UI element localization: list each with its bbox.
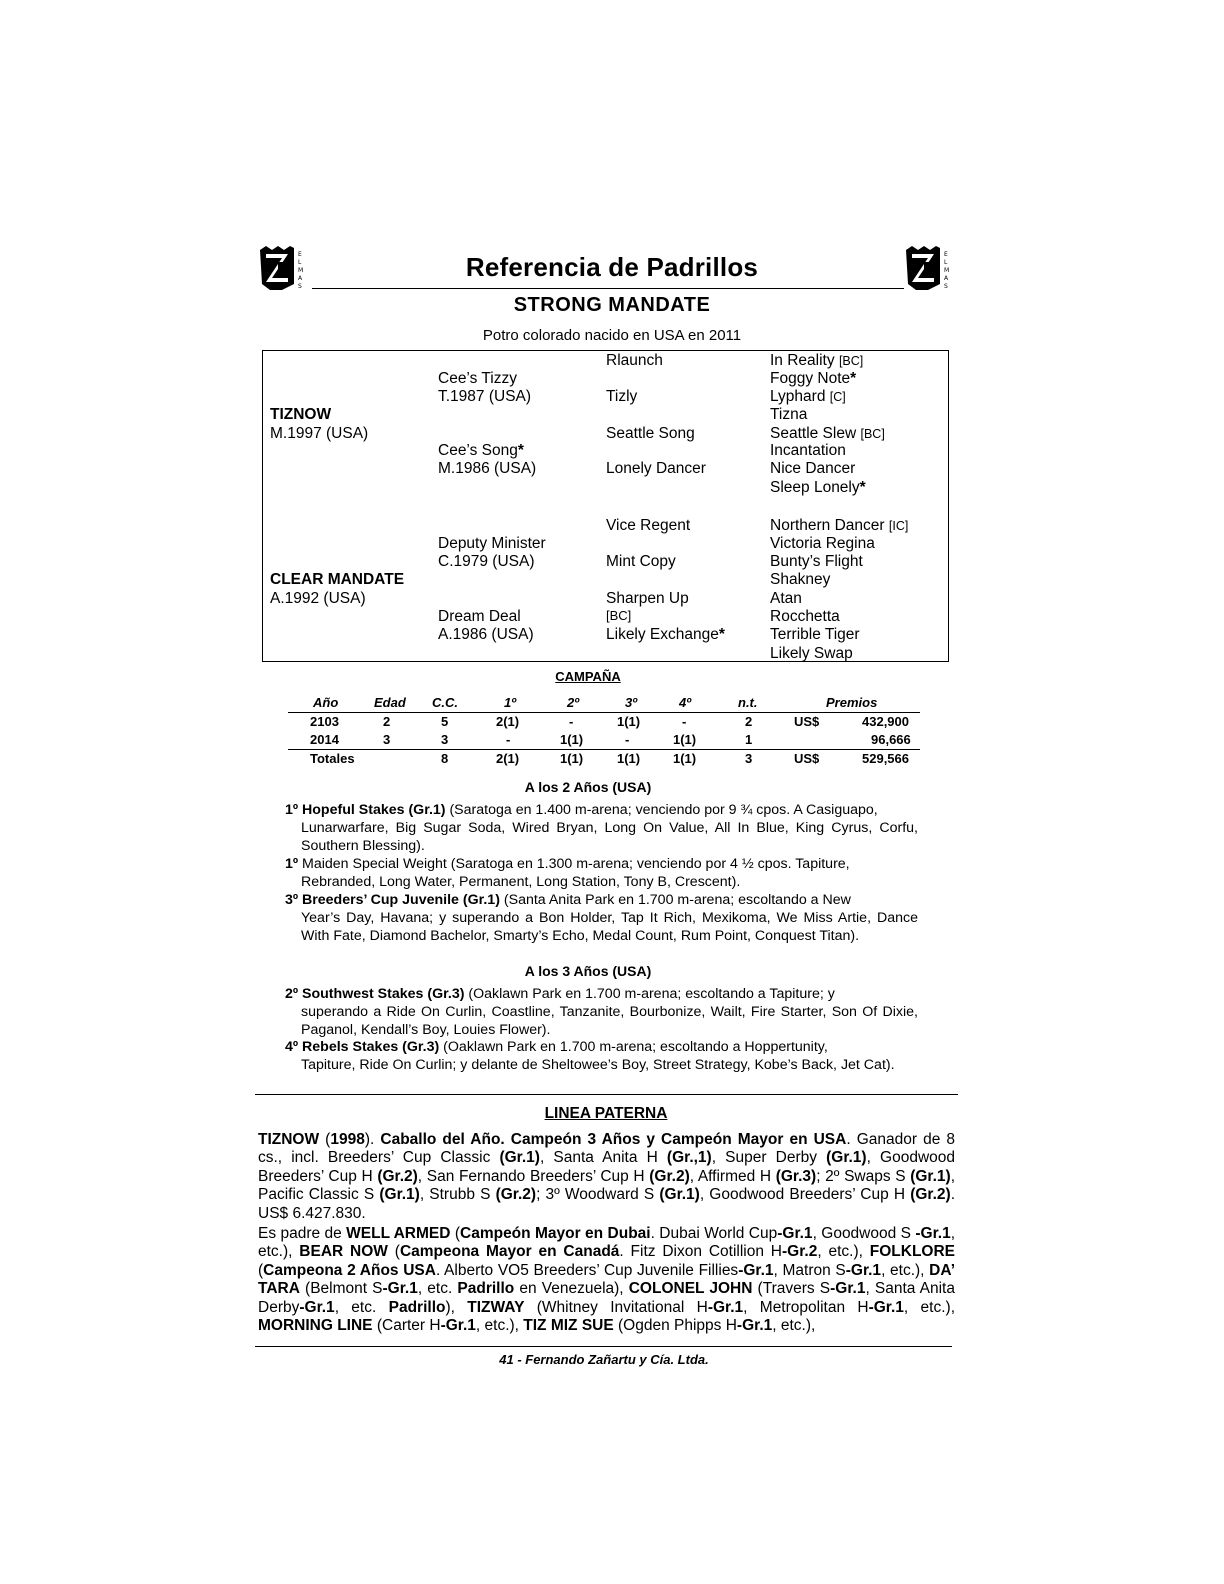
race-entry: 1º Maiden Special Weight (Saratoga en 1.300 m-arena; venciendo por 4 ½ cpos. Tapiture, Rebranded, Long Water, Permanent, Long Station, Tony B, Crescent). xyxy=(285,856,850,890)
campana-cell: 5 xyxy=(441,714,449,729)
sire-dam-name: Cee’s Song* xyxy=(438,442,524,459)
campana-total-cell: 529,566 xyxy=(862,751,909,766)
campana-cell: 432,900 xyxy=(862,714,909,729)
gen4-name: Incantation xyxy=(770,442,846,459)
svg-text:L: L xyxy=(298,259,302,266)
linea-paterna-title: LINEA PATERNA xyxy=(544,1105,668,1122)
svg-text:A: A xyxy=(298,275,303,282)
gen3-name: Lonely Dancer xyxy=(606,460,706,477)
gen3-name: Seattle Song xyxy=(606,425,695,442)
gen4-name: Victoria Regina xyxy=(770,535,875,552)
svg-text:E: E xyxy=(298,251,302,258)
horse-name: STRONG MANDATE xyxy=(513,294,711,316)
gen4-name: Northern Dancer [IC] xyxy=(770,517,909,534)
horse-description: Potro colorado nacido en USA en 2011 xyxy=(482,327,742,344)
campana-total-cell: Totales xyxy=(310,751,355,766)
campana-header: 1º xyxy=(504,695,516,710)
gen3-name: Sharpen Up xyxy=(606,590,689,607)
campana-rule xyxy=(288,749,920,750)
campana-cell: 1 xyxy=(745,732,753,747)
section-title-age2: A los 2 Años (USA) xyxy=(524,779,652,795)
gen4-name: Sleep Lonely* xyxy=(770,479,866,496)
gen4-name: In Reality [BC] xyxy=(770,352,864,369)
gen4-name: Terrible Tiger xyxy=(770,626,860,643)
gen3-name: Tizly xyxy=(606,388,638,405)
svg-text:E: E xyxy=(944,251,948,258)
gen4-name: Bunty’s Flight xyxy=(770,553,863,570)
race-entry: 2º Southwest Stakes (Gr.3) (Oaklawn Park en 1.700 m-arena; escoltando a Tapiture; y superando a Ride On Curlin, Coastline, Tanzanite, Bourbonize, Wailt, Fire Starter, Son Of Dixie, Paganol, Kendall’s Boy, Louies Flower). xyxy=(285,986,918,1038)
campana-header: C.C. xyxy=(432,695,458,710)
campana-header: 2º xyxy=(567,695,579,710)
svg-text:M: M xyxy=(298,267,304,274)
footer-rule xyxy=(255,1346,952,1347)
sire-info: M.1997 (USA) xyxy=(270,425,369,442)
campana-cell: - xyxy=(682,714,687,729)
campana-total-cell: 8 xyxy=(441,751,449,766)
campana-total-cell: 3 xyxy=(745,751,753,766)
svg-text:S: S xyxy=(944,283,948,290)
dam-dam-info: A.1986 (USA) xyxy=(438,626,534,643)
gen4-name: Tizna xyxy=(770,406,808,423)
gen4-name: Atan xyxy=(770,590,802,607)
page-header-title: Referencia de Padrillos xyxy=(465,252,759,282)
campana-cell: 2014 xyxy=(310,732,339,747)
gen3-name: Mint Copy xyxy=(606,553,676,570)
gen4-name: Rocchetta xyxy=(770,608,840,625)
race-entry: 1º Hopeful Stakes (Gr.1) (Saratoga en 1.400 m-arena; venciendo por 9 ¾ cpos. A Casiguapo, Lunarwarfare, Big Sugar Soda, Wired Bryan, Long On Value, All In Blue, King Cyrus, Corfu, Southern Blessing). xyxy=(285,802,918,854)
campana-cell: 3 xyxy=(383,732,391,747)
race-entry: 3º Breeders’ Cup Juvenile (Gr.1) (Santa Anita Park en 1.700 m-arena; escoltando a New Year’s Day, Havana; y superando a Bon Holder, Tap It Rich, Mexikoma, We Miss Artie, Dance With Fate, Diamond Bachelor, Smarty’s Echo, Medal Count, Rum Point, Conquest Titan). xyxy=(285,892,918,944)
svg-text:M: M xyxy=(944,267,950,274)
linea-paragraph-1: TIZNOW (1998). Caballo del Año. Campeón 3 Años y Campeón Mayor en USA. Ganador de 8 cs., incl. Breeders’ Cup Classic (Gr.1), Santa Anita H (Gr.,1), Super Derby (Gr.1), Goodwood Breeders’ Cup H (Gr.2), San Fernando Breeders’ Cup H (Gr.2), Affirmed H (Gr.3); 2º Swaps S (Gr.1), Pacific Classic S (Gr.1), Strubb S (Gr.2); 3º Woodward S (Gr.1), Goodwood Breeders’ Cup H (Gr.2). US$ 6.427.830. xyxy=(258,1131,955,1222)
campana-cell: 1(1) xyxy=(560,732,584,747)
section-divider xyxy=(255,1094,958,1095)
campana-cell: 3 xyxy=(441,732,449,747)
campana-total-cell: US$ xyxy=(794,751,820,766)
svg-text:A: A xyxy=(944,275,949,282)
gen4-name: Shakney xyxy=(770,571,831,588)
campana-total-cell: 1(1) xyxy=(617,751,641,766)
gen4-name: Lyphard [C] xyxy=(770,388,846,405)
sire-dam-info: M.1986 (USA) xyxy=(438,460,537,477)
gen3-name: Rlaunch xyxy=(606,352,663,369)
linea-paragraph-2: Es padre de WELL ARMED (Campeón Mayor en Dubai. Dubai World Cup-Gr.1, Goodwood S -Gr.1, etc.), BEAR NOW (Campeona Mayor en Canadá. Fitz Dixon Cotillion H-Gr.2, etc.), FOLKLORE (Campeona 2 Años USA. Alberto VO5 Breeders’ Cup Juvenile Fillies-Gr.1, Matron S-Gr.1, etc.), DA’ TARA (Belmont S-Gr.1, etc. Padrillo en Venezuela), COLONEL JOHN (Travers S-Gr.1, Santa Anita Derby-Gr.1, etc. Padrillo), TIZWAY (Whitney Invitational H-Gr.1, Metropolitan H-Gr.1, etc.), MORNING LINE (Carter H-Gr.1, etc.), TIZ MIZ SUE (Ogden Phipps H-Gr.1, etc.), xyxy=(258,1225,956,1335)
campana-cell: 2103 xyxy=(310,714,339,729)
dam-sire-info: C.1979 (USA) xyxy=(438,553,535,570)
campana-header: n.t. xyxy=(738,695,758,710)
sire-sire-name: Cee’s Tizzy xyxy=(438,370,517,387)
campana-cell: 2 xyxy=(745,714,753,729)
campana-cell: - xyxy=(506,732,511,747)
svg-text:S: S xyxy=(298,283,302,290)
campana-header: Año xyxy=(313,695,339,710)
dam-sire-name: Deputy Minister xyxy=(438,535,546,552)
campana-cell: US$ xyxy=(794,714,820,729)
gen3-name: Likely Exchange* xyxy=(606,626,725,643)
campana-total-cell: 1(1) xyxy=(560,751,584,766)
sire-sire-info: T.1987 (USA) xyxy=(438,388,532,405)
dam-info: A.1992 (USA) xyxy=(270,590,366,607)
campana-cell: 1(1) xyxy=(617,714,641,729)
dam-name: CLEAR MANDATE xyxy=(270,571,405,588)
race-entry: 4º Rebels Stakes (Gr.3) (Oaklawn Park en 1.700 m-arena; escoltando a Hoppertunity, Tapiture, Ride On Curlin; y delante de Sheltowee’s Boy, Street Strategy, Kobe’s Back, Jet Cat). xyxy=(285,1039,895,1073)
sire-name: TIZNOW xyxy=(270,406,332,423)
gen3-name: Vice Regent xyxy=(606,517,691,534)
page-footer: 41 - Fernando Zañartu y Cía. Ltda. xyxy=(499,1352,709,1367)
svg-text:L: L xyxy=(944,259,948,266)
campana-header: Premios xyxy=(826,695,878,710)
campana-header: 4º xyxy=(679,695,691,710)
campana-title: CAMPAÑA xyxy=(555,669,621,684)
campana-total-cell: 1(1) xyxy=(673,751,697,766)
campana-rule xyxy=(288,712,920,713)
gen4-name: Nice Dancer xyxy=(770,460,856,477)
campana-total-cell: 2(1) xyxy=(496,751,520,766)
campana-header: Edad xyxy=(374,695,406,710)
gen4-name: Seattle Slew [BC] xyxy=(770,425,885,442)
campana-header: 3º xyxy=(625,695,637,710)
header-rule xyxy=(312,288,904,289)
campana-cell: 96,666 xyxy=(871,732,911,747)
campana-cell: - xyxy=(625,732,630,747)
dam-dam-name: Dream Deal xyxy=(438,608,521,625)
campana-cell: 1(1) xyxy=(673,732,697,747)
campana-cell: - xyxy=(569,714,574,729)
campana-cell: 2(1) xyxy=(496,714,520,729)
campana-cell: 2 xyxy=(383,714,391,729)
gen4-name: Foggy Note* xyxy=(770,370,857,387)
gen4-name: Likely Swap xyxy=(770,645,853,662)
gen3-tag: [BC] xyxy=(606,608,632,623)
section-title-age3: A los 3 Años (USA) xyxy=(524,963,652,979)
